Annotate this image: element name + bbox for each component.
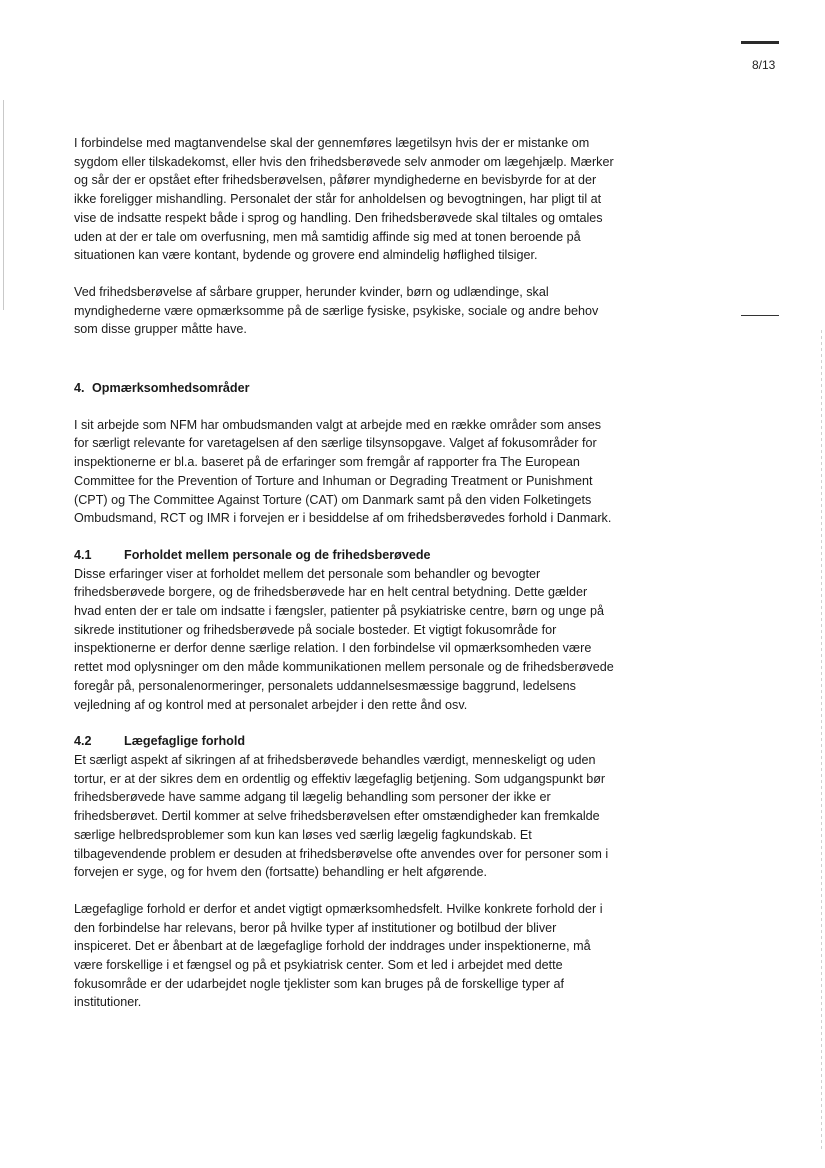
paragraph-section-4-2: Et særligt aspekt af sikringen af at frihedsberøvede behandles værdigt, menneskeligt og uden tortur, er at der sikres dem en ordentlig og effektiv lægefaglig betjening. Som udgangspunkt bør frihedsberøvede have samme adgang til lægelig behandling som personer der ikke er frihedsberøvet. Dertil kommer at selve frihedsberøvelsen efter omstændigheder kan fremkalde særlige helbredsproblemer som kun kan løses ved særlig lægelig fagkundskab. Et tilbagevendende problem er desuden at frihedsberøvelse ofte anvendes over for personer som i forvejen er syge, og for hvem den (fortsatte) behandling er helt afgørende. (74, 752, 609, 880)
section-title: Forholdet mellem personale og de frihedsberøvede (124, 547, 431, 562)
paragraph-section-4-2-continued: Lægefaglige forhold er derfor et andet vigtigt opmærksomhedsfelt. Hvilke konkrete forhold der i den forbindelse har relevans, beror på hvilke typer af institutioner og botilbud der bliver inspiceret. Det er åbenbart at de lægefaglige forhold der inddrages under inspektionerne, må være forskellige i et fængsel og på et psykiatrisk center. Som et led i arbejdet med dette fokusområde er der udarbejdet nogle tjeklister som kan bruges på de forskellige typer af institutioner. (74, 901, 603, 1010)
document-body (74, 134, 614, 1012)
header-rule (741, 41, 779, 44)
paragraph-section-4: I sit arbejde som NFM har ombudsmanden valgt at arbejde med en række områder som anses for særligt relevante for varetagelsen af den særlige tilsynsopgave. Valget af fokusområder for inspektionerne er bl.a. baseret på de erfaringer som fremgår af rapporter fra The European Committee for the Prevention of Torture and Inhuman or Degrading Treatment or Punishment (CPT) og The Committee Against Torture (CAT) om Danmark samt på den viden Folketingets Ombudsmand, RCT og IMR i forvejen er i besiddelse af om frihedsberøvedes forhold i Danmark. (74, 417, 612, 526)
page-number: 8/13 (752, 58, 776, 72)
scan-edge-left (3, 100, 4, 310)
section-heading-4-2 (74, 732, 614, 751)
paragraph-section-4-1: Disse erfaringer viser at forholdet mellem det personale som behandler og bevogter frihedsberøvede borgere, og de frihedsberøvede har en helt central betydning. Dette gælder hvad enten der er tale om indsatte i fængsler, patienter på psykiatriske centre, børn og unge på sikrede institutioner og frihedsberøvede på sociale bosteder. Et vigtigt fokusområde for inspektionerne er derfor denne særlige relation. I den forbindelse vil opmærksomheden være rettet mod oplysninger om den måde kommunikationen mellem personale og de frihedsberøvede foregår på, personalenormeringer, personalets uddannelsesmæssige baggrund, ledelsens vejledning af og kontrol med at personalet arbejder i den rette ånd osv. (74, 566, 614, 712)
paragraph-magtanvendelse: I forbindelse med magtanvendelse skal der gennemføres lægetilsyn hvis der er mistanke om sygdom eller tilskadekomst, eller hvis den frihedsberøvede selv anmoder om lægehjælp. Mærker og sår der er opstået efter frihedsberøvelsen, påfører myndighederne en bevisbyrde for at der ikke foreligger mishandling. Personalet der står for anholdelsen og bevogtningen, har pligt til at vise de indsatte respekt både i sprog og handling. Den frihedsberøvede skal tiltales og omtales uden at der er tale om overfusning, men må samtidig affinde sig med at tonen beroende på situationen kan være kontant, bydende og grovere end almindelig høflighed tilsiger. (74, 136, 614, 263)
section-heading-4 (74, 379, 614, 398)
section-title: Opmærksomhedsområder (92, 381, 250, 396)
scan-edge-right (821, 330, 822, 1150)
section-number: 4.1 (74, 547, 92, 562)
section-title: Lægefaglige forhold (124, 734, 246, 749)
section-number: 4. (74, 381, 85, 396)
paragraph-saarbare-grupper: Ved frihedsberøvelse af sårbare grupper, herunder kvinder, børn og udlændinge, skal myndighederne være opmærksomme på de særlige fysiske, psykiske, sociale og andre behov som disse grupper måtte have. (74, 284, 599, 337)
section-heading-4-1 (74, 546, 614, 565)
margin-rule (741, 315, 779, 316)
section-number: 4.2 (74, 734, 92, 749)
